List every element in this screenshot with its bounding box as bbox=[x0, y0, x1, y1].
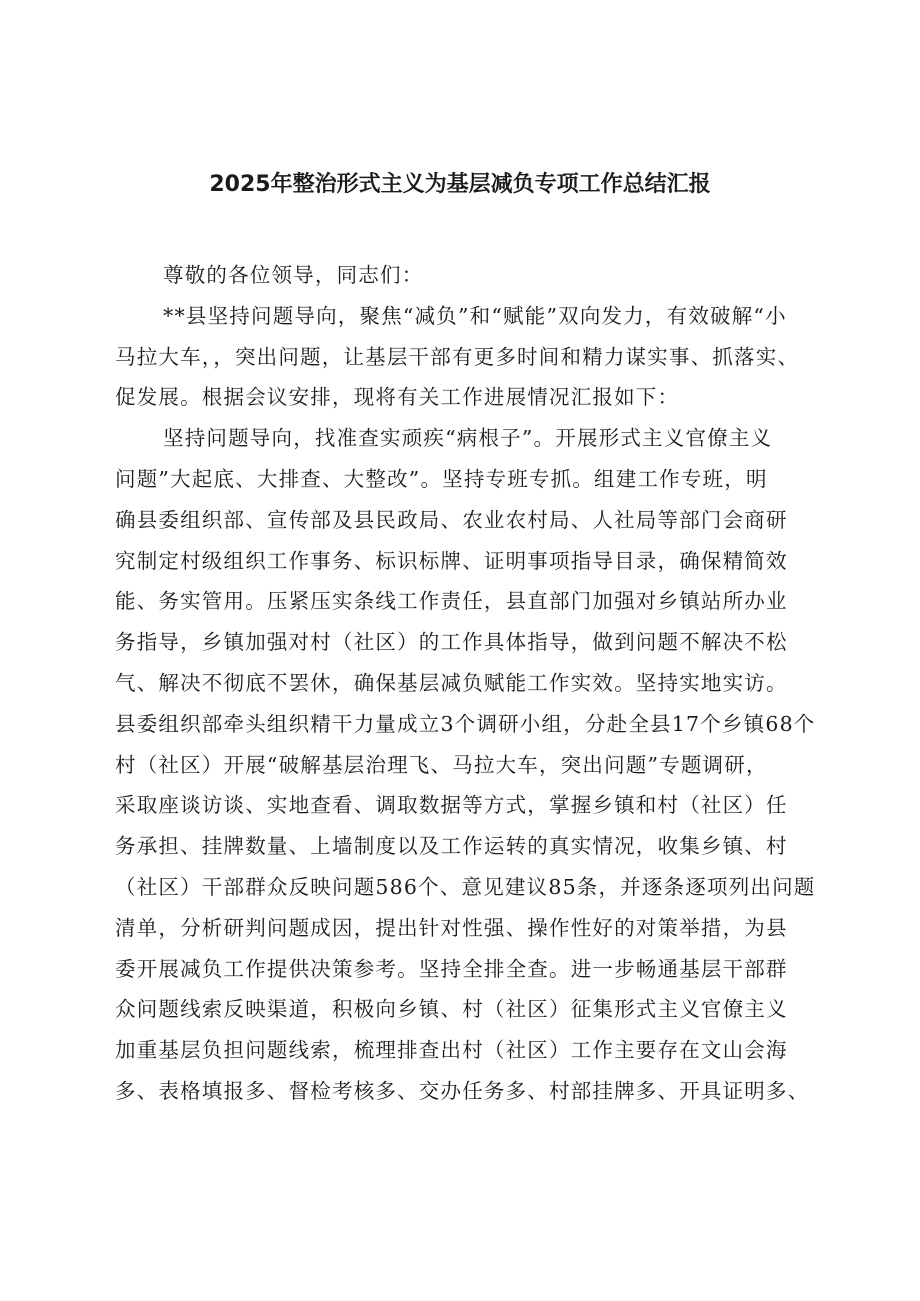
paragraph-line: 务指导，乡镇加强对村（社区）的工作具体指导，做到问题不解决不松 bbox=[115, 630, 788, 655]
paragraph-line: 问题”大起底、大排查、大整改”。坚持专班专抓。组建工作专班，明 bbox=[115, 466, 768, 491]
document-body bbox=[115, 255, 855, 1112]
paragraph-line: 清单，分析研判问题成因，提出针对性强、操作性好的对策举措，为县 bbox=[115, 915, 788, 940]
paragraph-line: 加重基层负担问题线索，梳理排查出村（社区）工作主要存在文山会海 bbox=[115, 1038, 788, 1063]
paragraph-line: 能、务实管用。压紧压实条线工作责任，县直部门加强对乡镇站所办业 bbox=[115, 589, 788, 614]
paragraph-line: 促发展。根据会议安排，现将有关工作进展情况汇报如下： bbox=[115, 385, 680, 410]
paragraph-line: 究制定村级组织工作事务、标识标牌、证明事项指导目录，确保精简效 bbox=[115, 548, 788, 573]
paragraph-line: 采取座谈访谈、实地查看、调取数据等方式，掌握乡镇和村（社区）任 bbox=[115, 793, 788, 818]
paragraph-line: 村（社区）开展“破解基层治理飞、马拉大车，突出问题”专题调研， bbox=[115, 752, 768, 777]
document-title: 2025年整治形式主义为基层减负专项工作总结汇报 bbox=[209, 172, 711, 197]
paragraph-line: 确县委组织部、宣传部及县民政局、农业农村局、人社局等部门会商研 bbox=[115, 507, 788, 532]
paragraph-line: 坚持问题导向，找准查实顽疾“病根子”。开展形式主义官僚主义 bbox=[163, 426, 773, 451]
paragraph-line: 气、解决不彻底不罢休，确保基层减负赋能工作实效。坚持实地实访。 bbox=[115, 670, 788, 695]
paragraph-line: 多、表格填报多、督检考核多、交办任务多、村部挂牌多、开具证明多、 bbox=[115, 1078, 810, 1103]
paragraph-line: 众问题线索反映渠道，积极向乡镇、村（社区）征集形式主义官僚主义 bbox=[115, 997, 788, 1022]
paragraph-line: （社区）干部群众反映问题586个、意见建议85条，并逐条逐项列出问题 bbox=[115, 874, 816, 899]
paragraph-line: **县坚持问题导向，聚焦“减负”和“赋能”双向发力，有效破解“小 bbox=[163, 303, 787, 328]
paragraph-line: 县委组织部牵头组织精干力量成立3个调研小组，分赴全县17个乡镇68个 bbox=[115, 711, 816, 736]
salutation-line: 尊敬的各位领导，同志们： bbox=[163, 263, 424, 287]
paragraph-line: 马拉大车，，突出问题，让基层干部有更多时间和精力谋实事、抓落实、 bbox=[115, 344, 800, 369]
paragraph-line: 务承担、挂牌数量、上墙制度以及工作运转的真实情况，收集乡镇、村 bbox=[115, 834, 788, 859]
paragraph-line: 委开展减负工作提供决策参考。坚持全排全查。进一步畅通基层干部群 bbox=[115, 956, 788, 981]
